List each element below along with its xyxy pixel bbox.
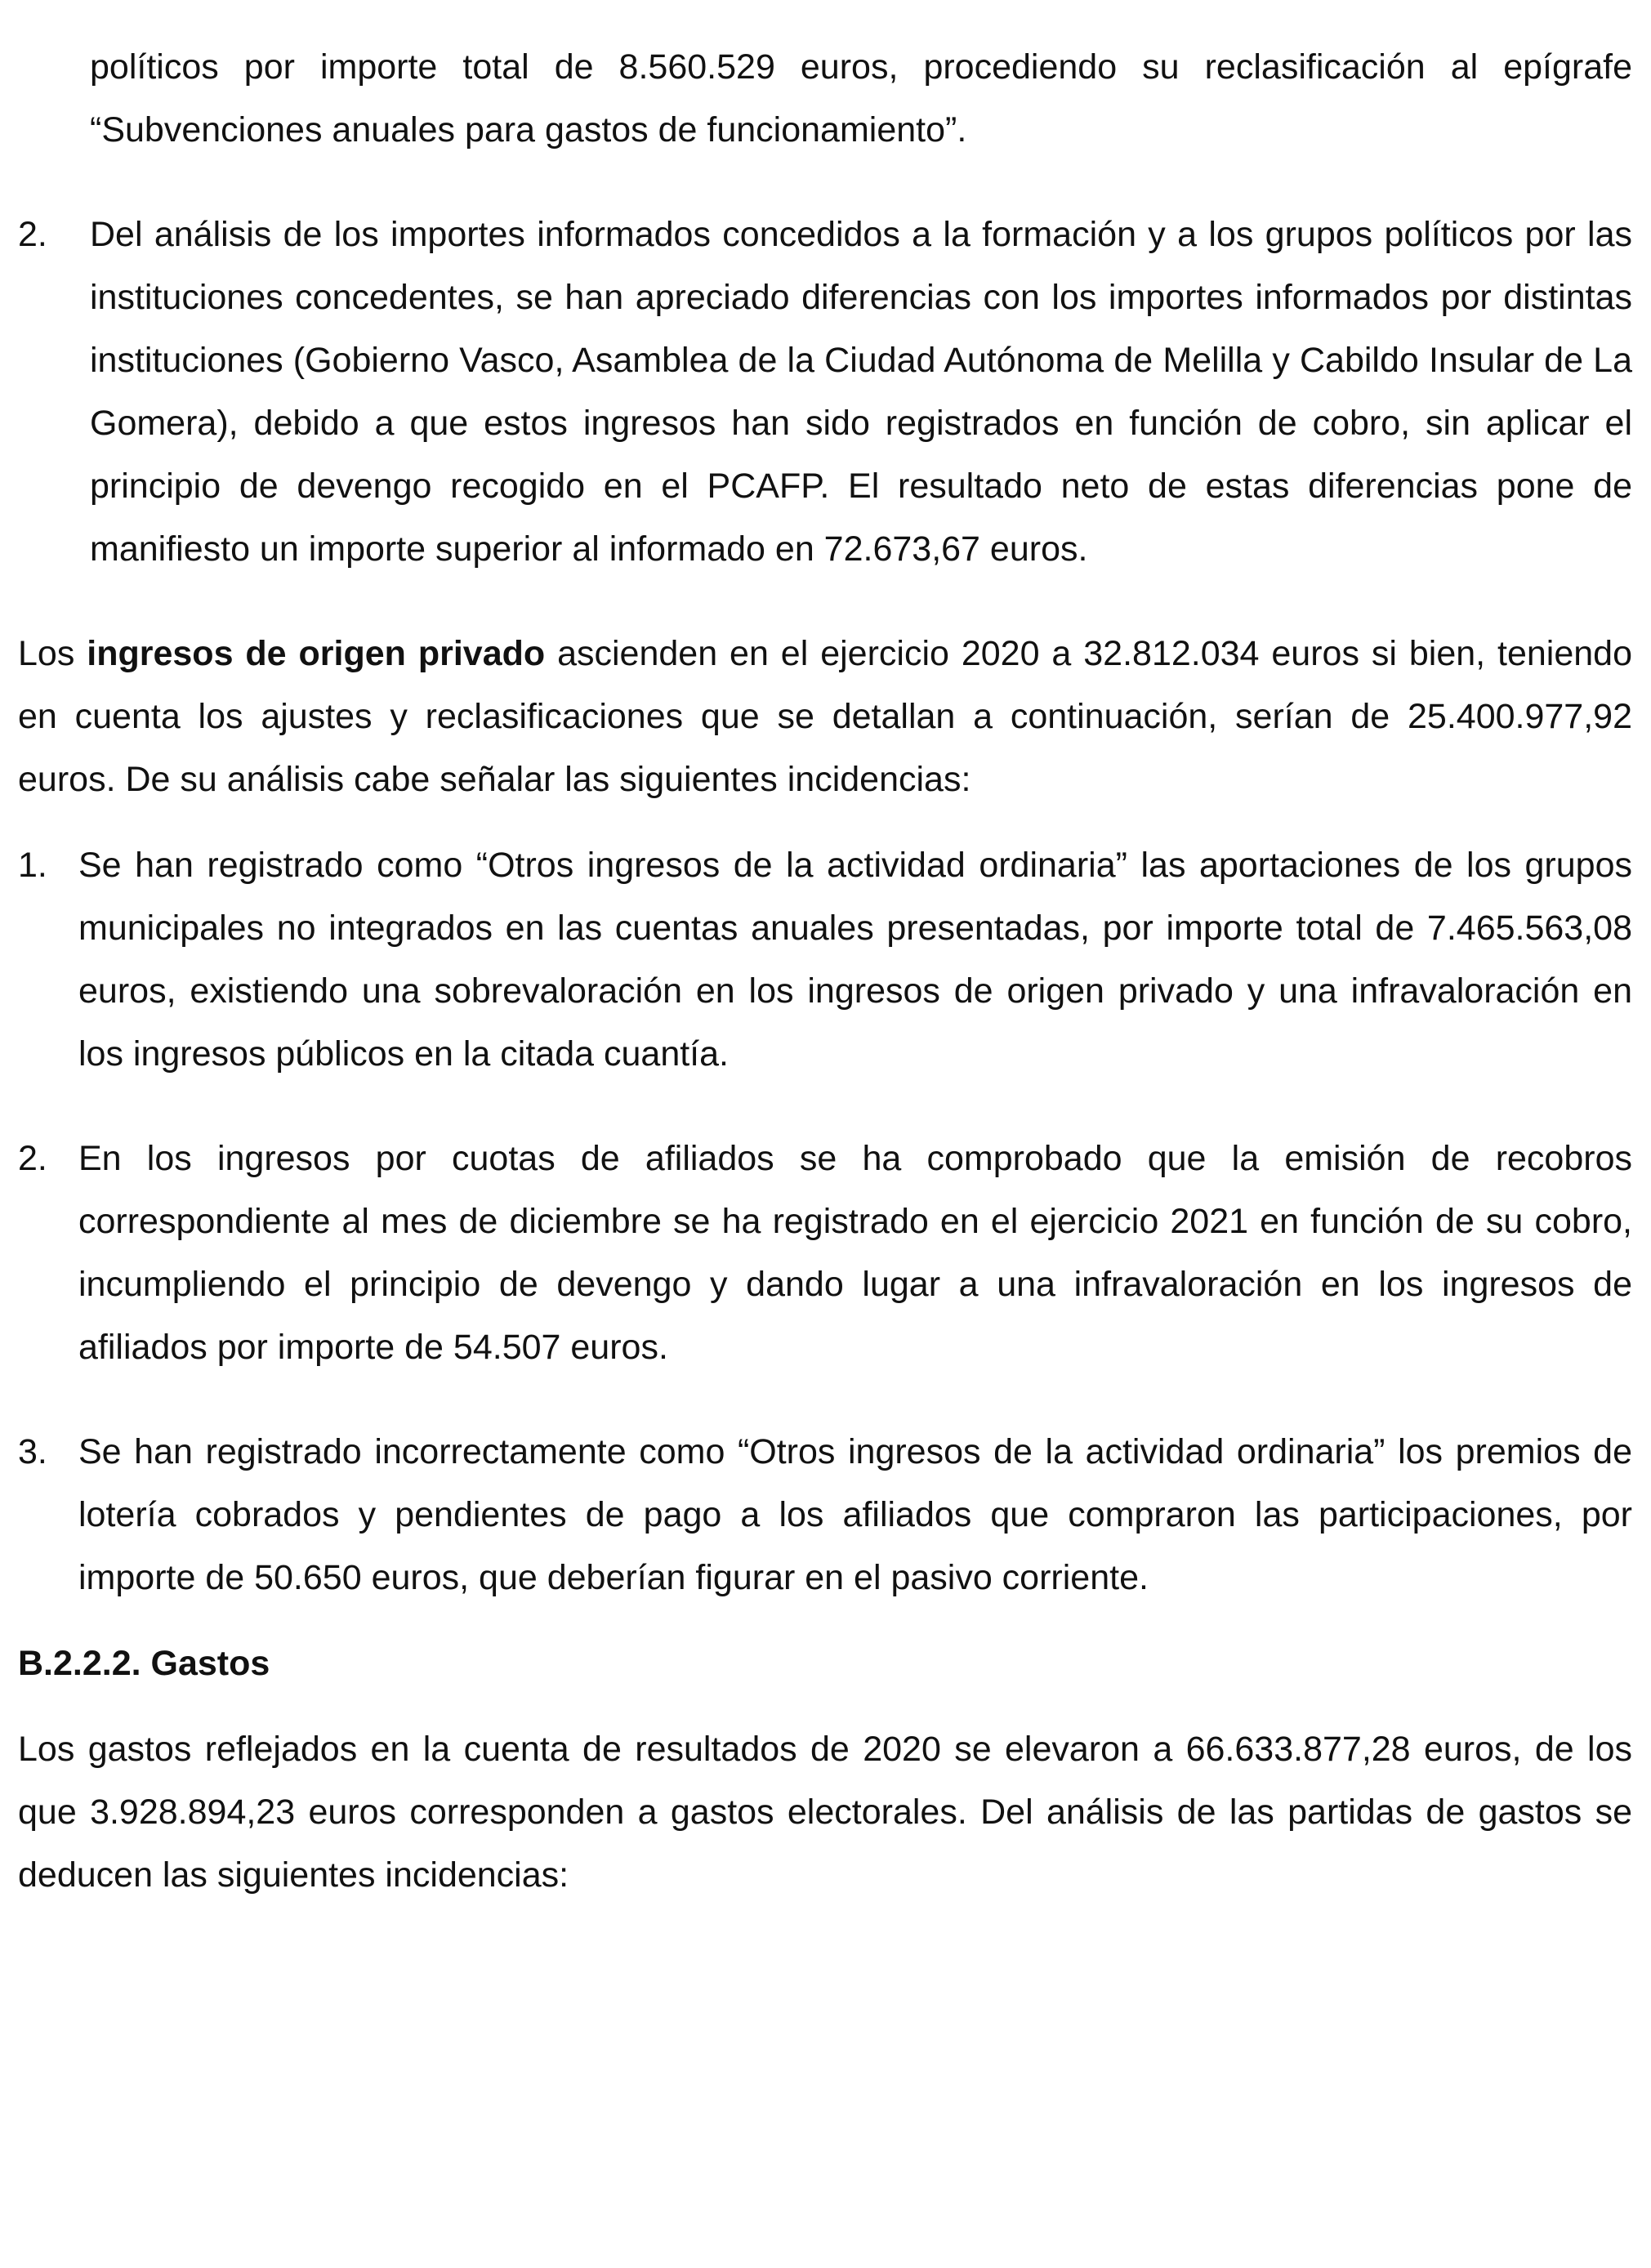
document-page (18, 36, 1632, 1907)
list-item-text: En los ingresos por cuotas de afiliados se ha comprobado que la emisión de recobros correspondiente al mes de diciembre se ha registrado en el ejercicio 2021 en función de su cobro, incumpliendo el principio de devengo y dando lugar a una infravaloración en los ingresos de afiliados por importe de 54.507 euros. (78, 1139, 1632, 1367)
intro-lead: Los (18, 634, 87, 673)
list-item-text: Se han registrado como “Otros ingresos de la actividad ordinaria” las aportaciones de los grupos municipales no integrados en las cuentas anuales presentadas, por importe total de 7.465.563,08 euros, existiendo una sobrevaloración en los ingresos de origen privado y una infravaloración en los ingresos públicos en la citada cuantía. (78, 846, 1632, 1074)
private-income-intro (18, 623, 1632, 811)
list-number: 2. (18, 1139, 47, 1178)
private-income-item-1 (18, 834, 1632, 1086)
list-item-text: Del análisis de los importes informados concedidos a la formación y a los grupos políticos por las instituciones concedentes, se han apreciado diferencias con los importes informados por distintas instituciones (Gobierno Vasco, Asamblea de la Ciudad Autónoma de Melilla y Cabildo Insular de La Gomera), debido a que estos ingresos han sido registrados en función de cobro, sin aplicar el principio de devengo recogido en el PCAFP. El resultado neto de estas diferencias pone de manifiesto un importe superior al informado en 72.673,67 euros. (90, 215, 1632, 569)
gastos-paragraph: Los gastos reflejados en la cuenta de resultados de 2020 se elevaron a 66.633.877,28 euros, de los que 3.928.894,23 euros corresponden a gastos electorales. Del análisis de las partidas de gastos se deducen las siguientes incidencias: (18, 1730, 1632, 1895)
list-number: 2. (18, 215, 47, 254)
section-heading: B.2.2.2. Gastos (18, 1644, 270, 1683)
public-income-item-2 (18, 203, 1632, 581)
intro-bold-term: ingresos de origen privado (87, 634, 546, 673)
private-income-item-2 (18, 1127, 1632, 1379)
intro-rest: ascienden en el ejercicio 2020 a 32.812.034 euros si bien, teniendo en cuenta los ajustes y reclasificaciones que se detallan a continuación, serían de 25.400.977,92 euros. De su análisis cabe señalar las siguientes incidencias: (18, 634, 1633, 799)
list-number: 1. (18, 846, 47, 885)
list-number: 3. (18, 1432, 47, 1471)
list-item-text: Se han registrado incorrectamente como “Otros ingresos de la actividad ordinaria” los premios de lotería cobrados y pendientes de pago a los afiliados que compraron las participaciones, por importe de 50.650 euros, que deberían figurar en el pasivo corriente. (78, 1432, 1632, 1597)
private-income-item-3 (18, 1421, 1632, 1609)
continuation-paragraph: políticos por importe total de 8.560.529 euros, procediendo su reclasificación al epígrafe “Subvenciones anuales para gastos de funcionamiento”. (90, 47, 1632, 150)
